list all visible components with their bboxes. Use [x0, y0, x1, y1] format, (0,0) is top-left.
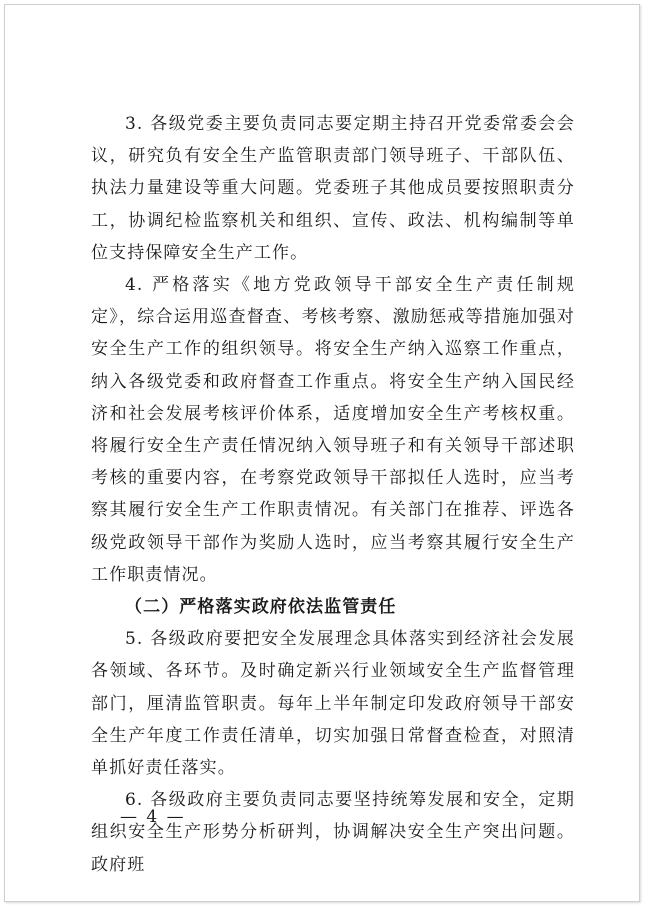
paragraph-5: 5. 各级政府要把安全发展理念具体落实到经济社会发展各领域、各环节。及时确定新兴行业领域安全生产监督管理部门，厘清监管职责。每年上半年制定印发政府领导干部安全生产年度工作责任清单，切实加强日常督查检查，对照清单抓好责任落实。: [91, 629, 575, 779]
document-page: [4, 4, 640, 902]
document-body: [91, 108, 575, 881]
paragraph-3: 3. 各级党委主要负责同志要定期主持召开党委常委会会议，研究负有安全生产监管职责部门领导班子、干部队伍、执法力量建设等重大问题。党委班子其他成员要按照职责分工，协调纪检监察机关和组织、宣传、政法、机构编制等单位支持保障安全生产工作。: [91, 114, 575, 263]
paragraph-6: 6. 各级政府主要负责同志要坚持统筹发展和安全，定期组织安全生产形势分析研判，协调解决安全生产突出问题。政府班: [91, 790, 575, 875]
page-number: — 4 —: [120, 807, 186, 827]
section-heading: （二）严格落实政府依法监管责任: [125, 597, 397, 618]
paragraph-4: 4. 严格落实《地方党政领导干部安全生产责任制规定》，综合运用巡查督查、考核考察、激励惩戒等措施加强对安全生产工作的组织领导。将安全生产纳入巡察工作重点，纳入各级党委和政府督查工作重点。将安全生产纳入国民经济和社会发展考核评价体系，适度增加安全生产考核权重。将履行安全生产责任情况纳入领导班子和有关领导干部述职考核的重要内容，在考察党政领导干部拟任人选时，应当考察其履行安全生产工作职责情况。有关部门在推荐、评选各级党政领导干部作为奖励人选时，应当考察其履行安全生产工作职责情况。: [91, 275, 575, 585]
